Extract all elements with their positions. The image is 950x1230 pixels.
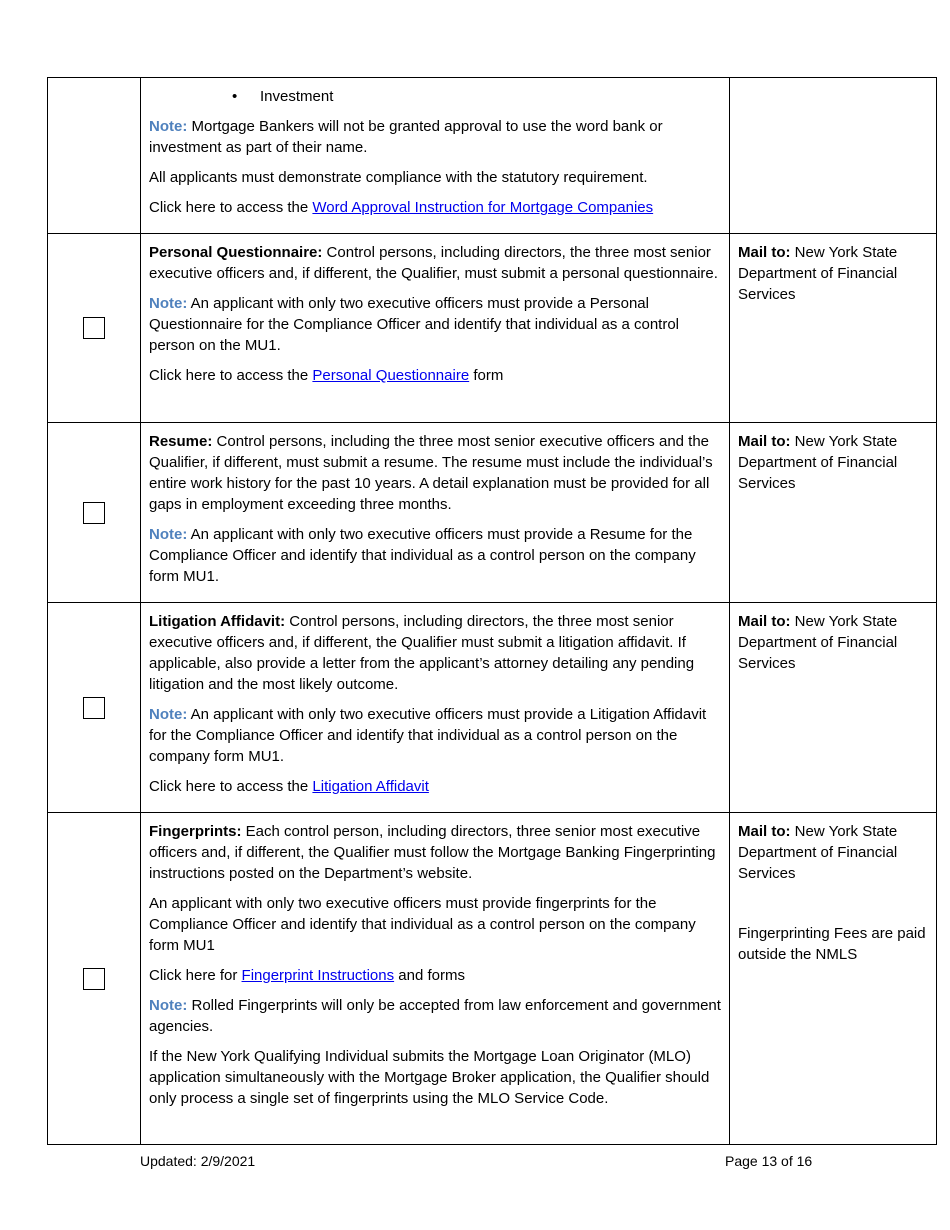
requirement-description: Personal Questionnaire: Control persons, including directors, the three most senior executive officers and, if different, the Qualifier, must submit a personal questionnaire. — [149, 244, 718, 282]
mail-label: Mail to: — [738, 823, 791, 840]
requirement-cell — [141, 234, 730, 423]
fingerprints-checkbox[interactable] — [83, 968, 105, 990]
mail-cell — [730, 78, 937, 234]
mail-label: Mail to: — [738, 613, 791, 630]
requirement-title: Personal Questionnaire: — [149, 244, 323, 261]
requirements-table — [47, 77, 937, 1145]
bullet-item: • Investment — [149, 86, 721, 107]
table-row — [48, 78, 937, 234]
requirement-cell — [141, 78, 730, 234]
note-label: Note: — [149, 526, 188, 543]
note-paragraph: Note: An applicant with only two executive officers must provide a Personal Questionnaire for the Compliance Officer and identify that individual as a control person on the MU1. — [149, 295, 680, 354]
compliance-text: All applicants must demonstrate compliance with the statutory requirement. — [149, 169, 648, 186]
mail-cell — [730, 813, 937, 1145]
mail-cell — [730, 603, 937, 813]
table-row — [48, 234, 937, 423]
note-label: Note: — [149, 706, 188, 723]
checkbox-cell — [48, 78, 141, 234]
updated-date: Updated: 2/9/2021 — [140, 1153, 256, 1169]
fingerprint-instructions-link[interactable]: Fingerprint Instructions — [241, 967, 395, 984]
requirement-description: Fingerprints: Each control person, including directors, three senior most executive officers and, if different, the Qualifier must follow the Mortgage Banking Fingerprinting instructions posted on the Department’s website. — [149, 823, 716, 882]
spacer — [738, 893, 928, 923]
link-paragraph: Click here to access the Personal Questionnaire form — [149, 367, 504, 384]
requirement-title: Fingerprints: — [149, 823, 242, 840]
fees-note: Fingerprinting Fees are paid outside the NMLS — [738, 925, 926, 963]
personal-questionnaire-link[interactable]: Personal Questionnaire — [312, 367, 470, 384]
checkbox-cell — [48, 234, 141, 423]
note-paragraph: Note: An applicant with only two executive officers must provide a Litigation Affidavit for the Compliance Officer and identify that individual as a control person on the company form MU1. — [149, 706, 707, 765]
mail-label: Mail to: — [738, 433, 791, 450]
requirement-cell — [141, 423, 730, 603]
mail-to-text: Mail to: New York State Department of Financial Services — [738, 613, 898, 672]
word-approval-link[interactable]: Word Approval Instruction for Mortgage Companies — [312, 199, 654, 216]
mail-to-text: Mail to: New York State Department of Financial Services — [738, 433, 898, 492]
note-paragraph: Note: Rolled Fingerprints will only be accepted from law enforcement and government agencies. — [149, 997, 721, 1035]
note-label: Note: — [149, 118, 188, 135]
litigation-affidavit-link[interactable]: Litigation Affidavit — [312, 778, 429, 795]
table-row — [48, 423, 937, 603]
mail-cell — [730, 234, 937, 423]
table-row — [48, 813, 937, 1145]
note-paragraph: Note: An applicant with only two executive officers must provide a Resume for the Compliance Officer and identify that individual as a control person on the company form MU1. — [149, 526, 696, 585]
note-label: Note: — [149, 997, 188, 1014]
link-paragraph: Click here to access the Litigation Affidavit — [149, 778, 429, 795]
requirement-description: Resume: Control persons, including the three most senior executive officers and the Qualifier, if different, must submit a resume. The resume must include the individual’s entire work history for the past 10 years. A detail explanation must be provided for all gaps in employment exceeding three months. — [149, 433, 713, 513]
mail-label: Mail to: — [738, 244, 791, 261]
requirement-title: Resume: — [149, 433, 213, 450]
checkbox-cell — [48, 423, 141, 603]
body-paragraph: An applicant with only two executive officers must provide fingerprints for the Compliance Officer and identify that individual as a control person on the company form MU1 — [149, 895, 696, 954]
page-number: Page 13 of 16 — [725, 1153, 813, 1169]
requirement-cell — [141, 603, 730, 813]
note-label: Note: — [149, 295, 188, 312]
checkbox-cell — [48, 813, 141, 1145]
requirement-description: Litigation Affidavit: Control persons, including directors, the three most senior executive officers and, if different, the Qualifier must submit a litigation affidavit. If applicable, also provide a letter from the applicant’s attorney detailing any pending litigation and the most likely outcome. — [149, 613, 695, 693]
mail-cell — [730, 423, 937, 603]
note-paragraph: Note: Mortgage Bankers will not be granted approval to use the word bank or investment as part of their name. — [149, 118, 663, 156]
requirement-title: Litigation Affidavit: — [149, 613, 286, 630]
body-paragraph: If the New York Qualifying Individual submits the Mortgage Loan Originator (MLO) application simultaneously with the Mortgage Broker application, the Qualifier should only process a single set of fingerprints using the MLO Service Code. — [149, 1048, 710, 1107]
litigation-affidavit-checkbox[interactable] — [83, 697, 105, 719]
resume-checkbox[interactable] — [83, 502, 105, 524]
table-row — [48, 603, 937, 813]
link-paragraph: Click here for Fingerprint Instructions and forms — [149, 967, 465, 984]
mail-to-text: Mail to: New York State Department of Financial Services — [738, 244, 898, 303]
checkbox-cell — [48, 603, 141, 813]
mail-to-text: Mail to: New York State Department of Financial Services — [738, 823, 898, 882]
personal-questionnaire-checkbox[interactable] — [83, 317, 105, 339]
requirement-cell — [141, 813, 730, 1145]
link-paragraph: Click here to access the Word Approval Instruction for Mortgage Companies — [149, 199, 654, 216]
